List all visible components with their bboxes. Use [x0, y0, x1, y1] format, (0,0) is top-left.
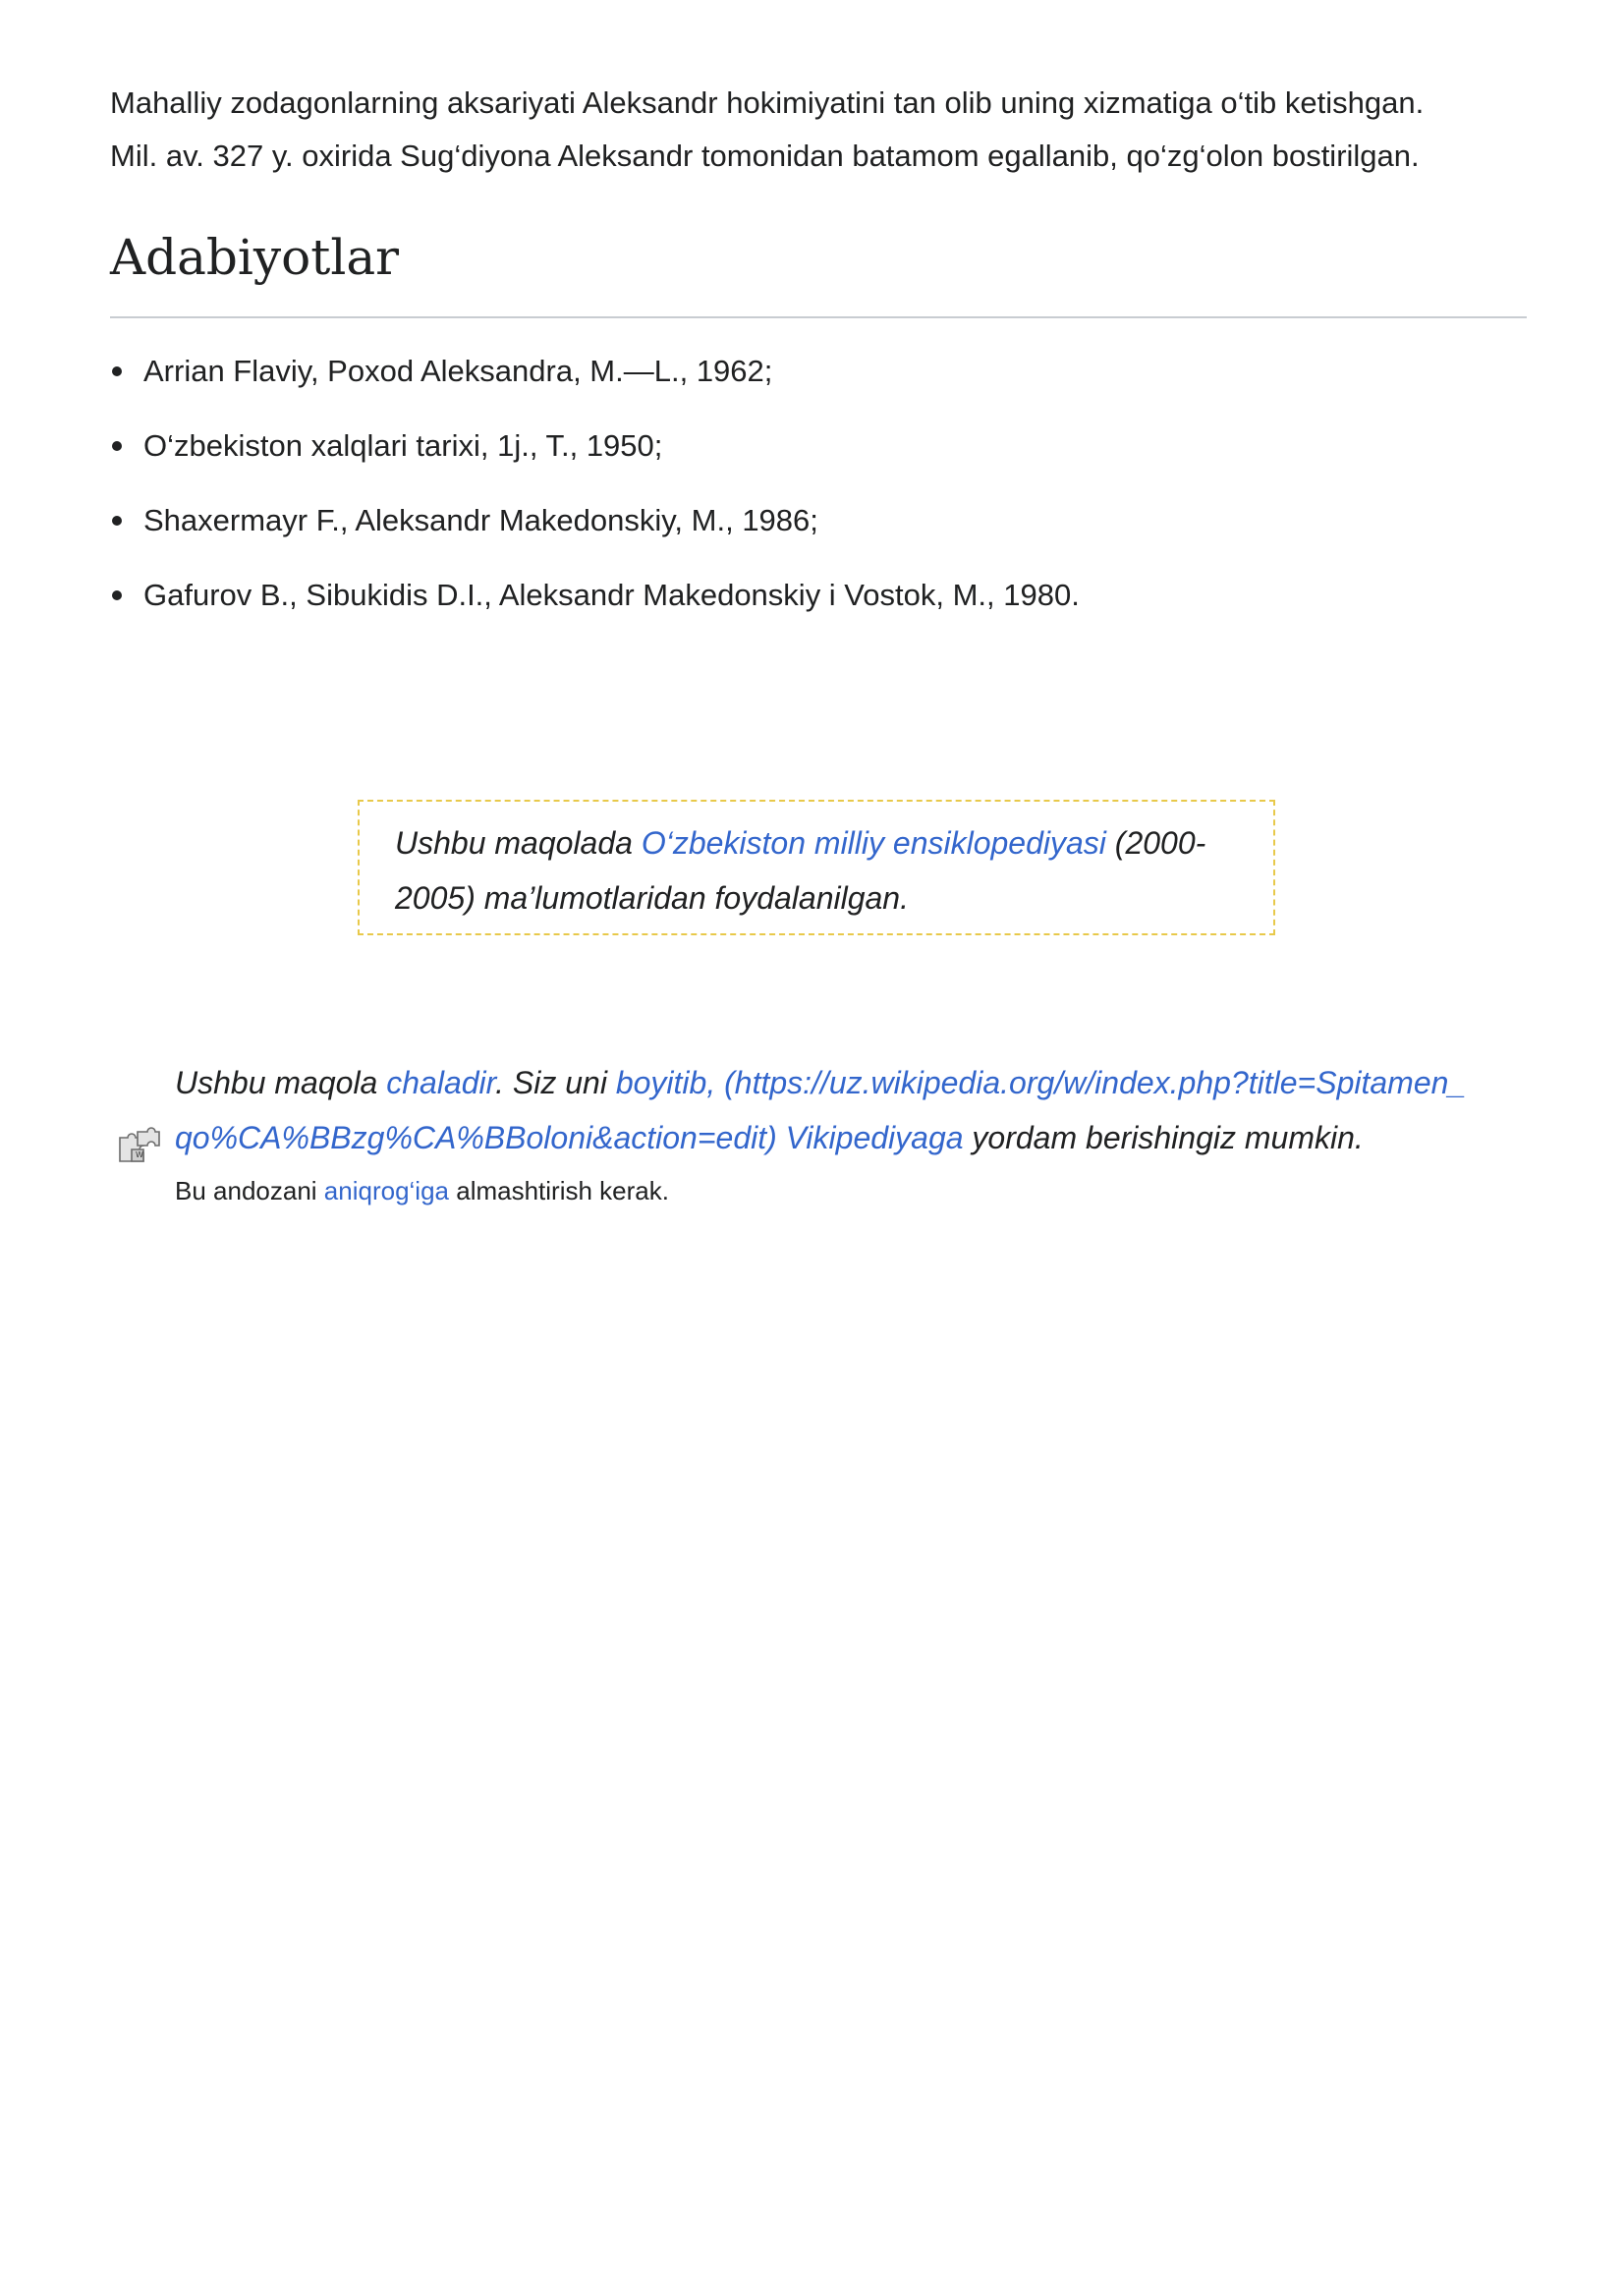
reference-text: Arrian Flaviy, Poxod Aleksandra, M.—L., 1962; — [143, 354, 773, 388]
source-notice-box — [358, 800, 1275, 935]
reference-text: Gafurov B., Sibukidis D.I., Aleksandr Makedonskiy i Vostok, M., 1980. — [143, 578, 1080, 612]
reference-item — [110, 419, 1527, 474]
stub-text — [175, 1055, 1531, 1165]
bullet-icon — [112, 516, 122, 526]
stub-suffix: yordam berishingiz mumkin. — [963, 1120, 1364, 1155]
source-notice-line-1 — [395, 815, 1240, 870]
section-heading: Adabiyotlar — [110, 229, 400, 286]
reference-item — [110, 344, 1527, 399]
intro-line-2: Mil. av. 327 y. oxirida Sug‘diyona Aleksandr tomonidan batamom egallanib, qo‘zg‘olon bostirilgan. — [110, 139, 1420, 173]
edit-link-part-1[interactable]: boyitib, (https://uz.wikipedia.org/w/index.php?title=Spitamen_ — [615, 1065, 1467, 1100]
intro-paragraph — [110, 77, 1527, 183]
stub-prefix: Ushbu maqola — [175, 1065, 387, 1100]
reference-list — [110, 344, 1527, 643]
encyclopedia-link[interactable]: O‘zbekiston milliy ensiklopediyasi — [641, 825, 1106, 861]
edit-link-part-2[interactable]: qo%CA%BBzg%CA%BBoloni&action=edit) Vikipediyaga — [175, 1120, 964, 1155]
stub-line-2 — [175, 1110, 1531, 1165]
puzzle-piece-icon — [114, 1126, 163, 1165]
stub-middle: . Siz uni — [495, 1065, 616, 1100]
svg-text:W: W — [136, 1150, 143, 1159]
reference-text: Shaxermayr F., Aleksandr Makedonskiy, M., 1986; — [143, 503, 818, 537]
stub-line-1 — [175, 1055, 1531, 1110]
note-suffix: almashtirish kerak. — [449, 1176, 669, 1205]
specific-template-link[interactable]: aniqrog‘iga — [323, 1176, 450, 1205]
note-prefix: Bu andozani — [175, 1176, 324, 1205]
reference-item — [110, 493, 1527, 548]
source-notice-line-2: 2005) ma’lumotlaridan foydalanilgan. — [395, 880, 909, 916]
source-notice-prefix: Ushbu maqolada — [395, 825, 642, 861]
bullet-icon — [112, 366, 122, 376]
bullet-icon — [112, 441, 122, 451]
reference-text: O‘zbekiston xalqlari tarixi, 1j., T., 1950; — [143, 428, 663, 463]
section-divider — [110, 316, 1527, 318]
bullet-icon — [112, 590, 122, 600]
stub-link[interactable]: chaladir — [386, 1065, 496, 1100]
source-notice-suffix: (2000- — [1105, 825, 1206, 861]
reference-item — [110, 568, 1527, 623]
template-note — [175, 1171, 669, 1210]
intro-line-1: Mahalliy zodagonlarning aksariyati Aleksandr hokimiyatini tan olib uning xizmatiga o‘tib ketishgan. — [110, 85, 1425, 120]
